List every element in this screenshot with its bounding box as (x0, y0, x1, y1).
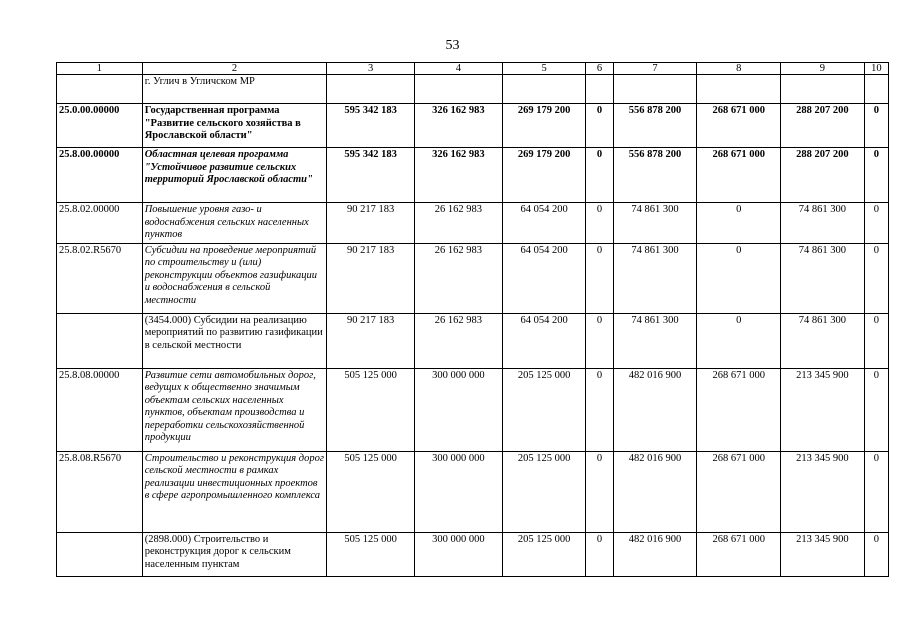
table-row (57, 243, 889, 313)
cell-col10: 0 (864, 532, 888, 576)
cell-col9: 74 861 300 (781, 243, 865, 313)
cell-col9: 74 861 300 (781, 313, 865, 368)
column-header: 7 (613, 63, 697, 75)
cell-col5: 269 179 200 (502, 104, 586, 148)
cell-col8: 268 671 000 (697, 104, 781, 148)
cell-col6 (586, 75, 613, 104)
cell-col5: 64 054 200 (502, 313, 586, 368)
table-row (57, 104, 889, 148)
cell-col8 (697, 75, 781, 104)
row-code: 25.8.08.00000 (57, 368, 143, 451)
column-header: 8 (697, 63, 781, 75)
row-name: Повышение уровня газо- и водоснабжения сельских населенных пунктов (142, 203, 327, 244)
cell-col8: 0 (697, 313, 781, 368)
column-header: 3 (327, 63, 415, 75)
cell-col7: 482 016 900 (613, 532, 697, 576)
cell-col3: 505 125 000 (327, 451, 415, 532)
cell-col3: 90 217 183 (327, 243, 415, 313)
table-row (57, 75, 889, 104)
row-name: Строительство и реконструкция дорог сельской местности в рамках реализации инвестиционных проектов в сфере агропромышленного комплекса (142, 451, 327, 532)
budget-table (56, 62, 889, 577)
column-header: 6 (586, 63, 613, 75)
cell-col5: 205 125 000 (502, 368, 586, 451)
cell-col10: 0 (864, 313, 888, 368)
row-name: Государственная программа "Развитие сельского хозяйства в Ярославской области" (142, 104, 327, 148)
cell-col5: 64 054 200 (502, 243, 586, 313)
cell-col7: 556 878 200 (613, 148, 697, 203)
cell-col6: 0 (586, 104, 613, 148)
cell-col7: 74 861 300 (613, 313, 697, 368)
row-code: 25.0.00.00000 (57, 104, 143, 148)
row-code: 25.8.02.R5670 (57, 243, 143, 313)
column-header: 9 (781, 63, 865, 75)
cell-col9: 288 207 200 (781, 148, 865, 203)
cell-col7: 482 016 900 (613, 451, 697, 532)
cell-col4: 300 000 000 (415, 532, 503, 576)
row-name: Развитие сети автомобильных дорог, ведущих к общественно значимым объектам сельских населенных пунктов, объектам производства и переработки сельскохозяйственной продукции (142, 368, 327, 451)
cell-col8: 0 (697, 243, 781, 313)
column-header: 2 (142, 63, 327, 75)
column-header: 10 (864, 63, 888, 75)
cell-col8: 0 (697, 203, 781, 244)
cell-col9 (781, 75, 865, 104)
cell-col7: 74 861 300 (613, 243, 697, 313)
cell-col4: 26 162 983 (415, 203, 503, 244)
cell-col10: 0 (864, 368, 888, 451)
table-row (57, 368, 889, 451)
cell-col9: 213 345 900 (781, 368, 865, 451)
cell-col10: 0 (864, 243, 888, 313)
column-number-row (57, 63, 889, 75)
cell-col10: 0 (864, 148, 888, 203)
cell-col3: 505 125 000 (327, 368, 415, 451)
row-code: 25.8.08.R5670 (57, 451, 143, 532)
cell-col8: 268 671 000 (697, 148, 781, 203)
cell-col6: 0 (586, 368, 613, 451)
cell-col4: 300 000 000 (415, 451, 503, 532)
cell-col3 (327, 75, 415, 104)
cell-col7: 482 016 900 (613, 368, 697, 451)
row-name: Субсидии на проведение мероприятий по строительству и (или) реконструкции объектов газификации и водоснабжения в сельской местности (142, 243, 327, 313)
cell-col6: 0 (586, 243, 613, 313)
cell-col3: 90 217 183 (327, 313, 415, 368)
row-name: г. Углич в Угличском МР (142, 75, 327, 104)
column-header: 1 (57, 63, 143, 75)
cell-col8: 268 671 000 (697, 532, 781, 576)
table-row (57, 313, 889, 368)
cell-col4: 26 162 983 (415, 243, 503, 313)
cell-col8: 268 671 000 (697, 368, 781, 451)
cell-col4: 26 162 983 (415, 313, 503, 368)
cell-col8: 268 671 000 (697, 451, 781, 532)
row-code: 25.8.02.00000 (57, 203, 143, 244)
cell-col6: 0 (586, 532, 613, 576)
cell-col3: 595 342 183 (327, 148, 415, 203)
cell-col7 (613, 75, 697, 104)
cell-col5 (502, 75, 586, 104)
table-row (57, 203, 889, 244)
cell-col3: 595 342 183 (327, 104, 415, 148)
cell-col9: 213 345 900 (781, 451, 865, 532)
cell-col10: 0 (864, 451, 888, 532)
cell-col9: 288 207 200 (781, 104, 865, 148)
cell-col6: 0 (586, 148, 613, 203)
cell-col4 (415, 75, 503, 104)
page-number: 53 (445, 38, 460, 53)
cell-col3: 90 217 183 (327, 203, 415, 244)
row-code (57, 75, 143, 104)
cell-col4: 326 162 983 (415, 148, 503, 203)
cell-col7: 74 861 300 (613, 203, 697, 244)
cell-col9: 213 345 900 (781, 532, 865, 576)
row-code (57, 532, 143, 576)
cell-col5: 205 125 000 (502, 451, 586, 532)
cell-col10 (864, 75, 888, 104)
cell-col5: 269 179 200 (502, 148, 586, 203)
table-row (57, 148, 889, 203)
cell-col10: 0 (864, 203, 888, 244)
cell-col3: 505 125 000 (327, 532, 415, 576)
cell-col4: 326 162 983 (415, 104, 503, 148)
column-header: 4 (415, 63, 503, 75)
cell-col6: 0 (586, 451, 613, 532)
row-code (57, 313, 143, 368)
row-name: (3454.000) Субсидии на реализацию мероприятий по развитию газификации в сельской местности (142, 313, 327, 368)
column-header: 5 (502, 63, 586, 75)
cell-col4: 300 000 000 (415, 368, 503, 451)
row-name: (2898.000) Строительство и реконструкция дорог к сельским населенным пунктам (142, 532, 327, 576)
row-name: Областная целевая программа "Устойчивое развитие сельских территорий Ярославской области" (142, 148, 327, 203)
cell-col9: 74 861 300 (781, 203, 865, 244)
row-code: 25.8.00.00000 (57, 148, 143, 203)
cell-col5: 205 125 000 (502, 532, 586, 576)
cell-col10: 0 (864, 104, 888, 148)
cell-col6: 0 (586, 313, 613, 368)
cell-col7: 556 878 200 (613, 104, 697, 148)
table-row (57, 451, 889, 532)
table-row (57, 532, 889, 576)
cell-col5: 64 054 200 (502, 203, 586, 244)
cell-col6: 0 (586, 203, 613, 244)
